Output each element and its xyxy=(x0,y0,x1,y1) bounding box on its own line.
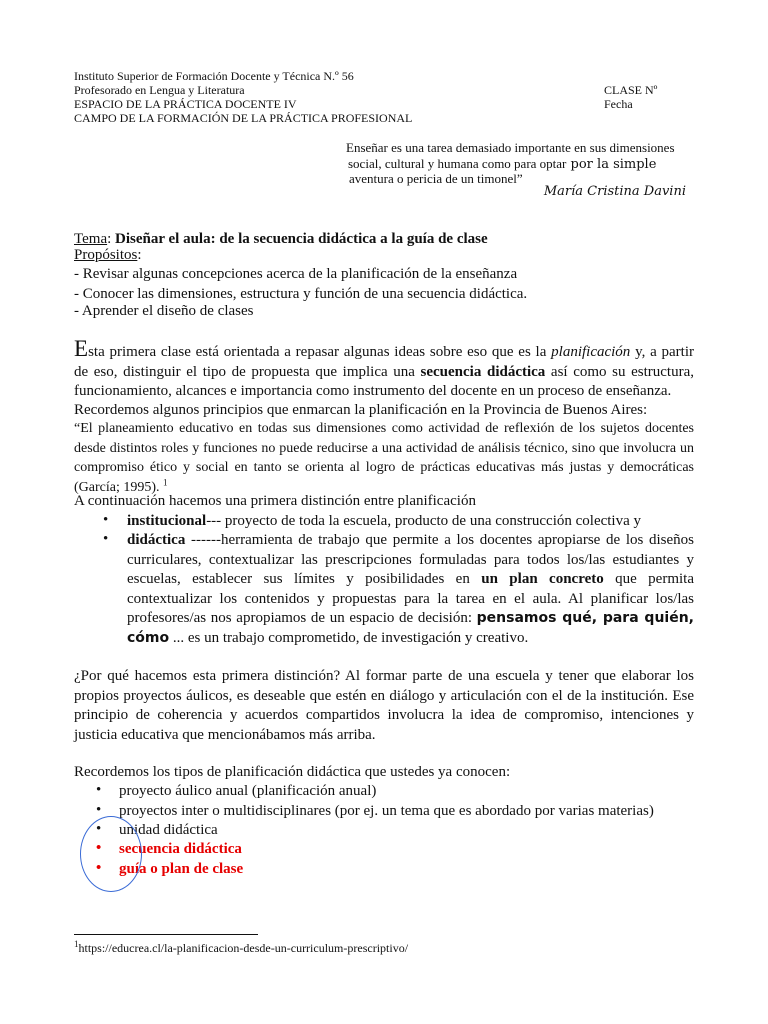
bullet: • xyxy=(96,802,102,818)
footnote-number: 1 xyxy=(74,939,79,949)
purposes-colon: : xyxy=(137,247,142,263)
purposes-heading xyxy=(74,246,142,266)
purpose-item: - Conocer las dimensiones, estructura y función de una secuencia didáctica. xyxy=(74,286,528,302)
type-item: proyectos inter o multidisciplinares (por ej. un tema que es abordado por varias materias) xyxy=(119,803,654,819)
footnote-ref[interactable]: 1 xyxy=(163,476,168,487)
purposes-label: Propósitos xyxy=(74,247,138,263)
bullet: • xyxy=(103,512,109,528)
topic-colon: : xyxy=(107,231,116,247)
topic-line xyxy=(74,230,694,250)
types-intro: Recordemos los tipos de planificación didáctica que ustedes ya conocen: xyxy=(74,764,511,780)
didactic-item xyxy=(127,531,694,648)
subject-name: ESPACIO DE LA PRÁCTICA DOCENTE IV xyxy=(74,97,297,111)
bullet-highlighted: • xyxy=(96,860,102,876)
intro-text: sta primera clase está orientada a repasar algunas ideas sobre eso que es la xyxy=(88,344,552,360)
bullet: • xyxy=(96,782,102,798)
highlight-circle-annotation xyxy=(80,816,142,892)
purpose-item: - Revisar algunas concepciones acerca de la planificación de la enseñanza xyxy=(74,266,518,282)
epigraph-line-3: aventura o pericia de un timonel” xyxy=(349,171,523,186)
footnote-url[interactable]: https://educrea.cl/la-planificacion-desde-un-curriculum-prescriptivo/ xyxy=(78,941,409,955)
why-paragraph: ¿Por qué hacemos esta primera distinción? Al formar parte de una escuela y tener que elaborar los propios proyectos áulicos, es deseable que estén en diálogo y articulación con el de la institución. Ese principio de coherencia y acuerdos compartidos involucra la idea de compromiso, intenciones y justicia educativa que mencionábamos más arriba. xyxy=(74,668,694,743)
intro-text: así como su estructura, funcionamiento, alcances e importancia como instrumento del docente en un proceso de enseñanza. xyxy=(74,363,694,399)
topic-title: Diseñar el aula: de la secuencia didáctica a la guía de clase xyxy=(115,231,488,247)
institutional-text: --- proyecto de toda la escuela, producto de una construcción colectiva y xyxy=(206,513,642,529)
decision-questions: pensamos qué, para quién, cómo xyxy=(127,610,694,646)
intro-text: y, a partir de eso, distinguir el tipo de propuesta que implica una xyxy=(74,344,695,380)
date-label: Fecha xyxy=(604,97,633,111)
purpose-item: - Aprender el diseño de clases xyxy=(74,303,254,319)
citation-text: “El planeamiento educativo en todas sus dimensiones como actividad de reflexión de los sujetos docentes desde distintos roles y funciones no puede reducirse a una actividad de análisis técnico, sino que involucra un compromiso ético y social en tanto se orienta al logro de prácticas educativas más justas y democráticas (García; 1995). xyxy=(74,421,694,495)
epigraph-line-1: Enseñar es una tarea demasiado importante en sus dimensiones xyxy=(346,140,675,155)
principles-intro: Recordemos algunos principios que enmarcan la planificación en la Provincia de Buenos Aires: xyxy=(74,402,648,418)
class-number-label: CLASE Nº xyxy=(604,83,658,97)
drop-cap: E xyxy=(74,336,89,361)
type-item: unidad didáctica xyxy=(119,822,218,838)
didactic-term: didáctica xyxy=(127,532,186,548)
institute-name: Instituto Superior de Formación Docente y Técnica N.º 56 xyxy=(74,69,354,83)
didactic-text: que permita contextualizar los contenidos y propuestas para la tarea en el aula. Al planificar los/las profesores/as nos apropiamos de un espacio de decisión: xyxy=(127,571,694,626)
bullet: • xyxy=(96,821,102,837)
type-item-highlighted: secuencia didáctica xyxy=(119,841,242,857)
institutional-item xyxy=(127,512,694,532)
bullet: • xyxy=(103,531,109,547)
didactic-text: ------herramienta de trabajo que permite a los docentes apropiarse de los diseños curriculares, contextualizar las prescripciones formuladas para todos los/las estudiantes y escuelas, establecer sus límites y posibilidades en xyxy=(127,532,694,587)
intro-paragraph xyxy=(74,336,695,402)
institutional-term: institucional xyxy=(127,513,207,529)
type-item-highlighted: guía o plan de clase xyxy=(119,861,244,877)
type-item: proyecto áulico anual (planificación anual) xyxy=(119,783,377,799)
epigraph-author: María Cristina Davini xyxy=(543,184,686,199)
intro-italic-planificacion: planificación xyxy=(551,344,631,360)
footnote xyxy=(74,941,408,955)
didactic-text: ... es un trabajo comprometido, de investigación y creativo. xyxy=(169,629,529,646)
bullet-highlighted: • xyxy=(96,840,102,856)
field-name: CAMPO DE LA FORMACIÓN DE LA PRÁCTICA PROFESIONAL xyxy=(74,111,413,125)
epigraph-line-2b: por la simple xyxy=(566,157,657,172)
citation xyxy=(74,419,694,497)
topic-label: Tema xyxy=(74,231,108,247)
distinction-intro: A continuación hacemos una primera distinción entre planificación xyxy=(74,493,476,509)
program-name: Profesorado en Lengua y Literatura xyxy=(74,83,245,97)
footnote-separator xyxy=(74,934,258,935)
intro-bold-secuencia: secuencia didáctica xyxy=(420,363,546,380)
plan-concreto: un plan concreto xyxy=(481,571,604,587)
epigraph-line-2a: social, cultural y humana como para optar xyxy=(348,156,567,171)
